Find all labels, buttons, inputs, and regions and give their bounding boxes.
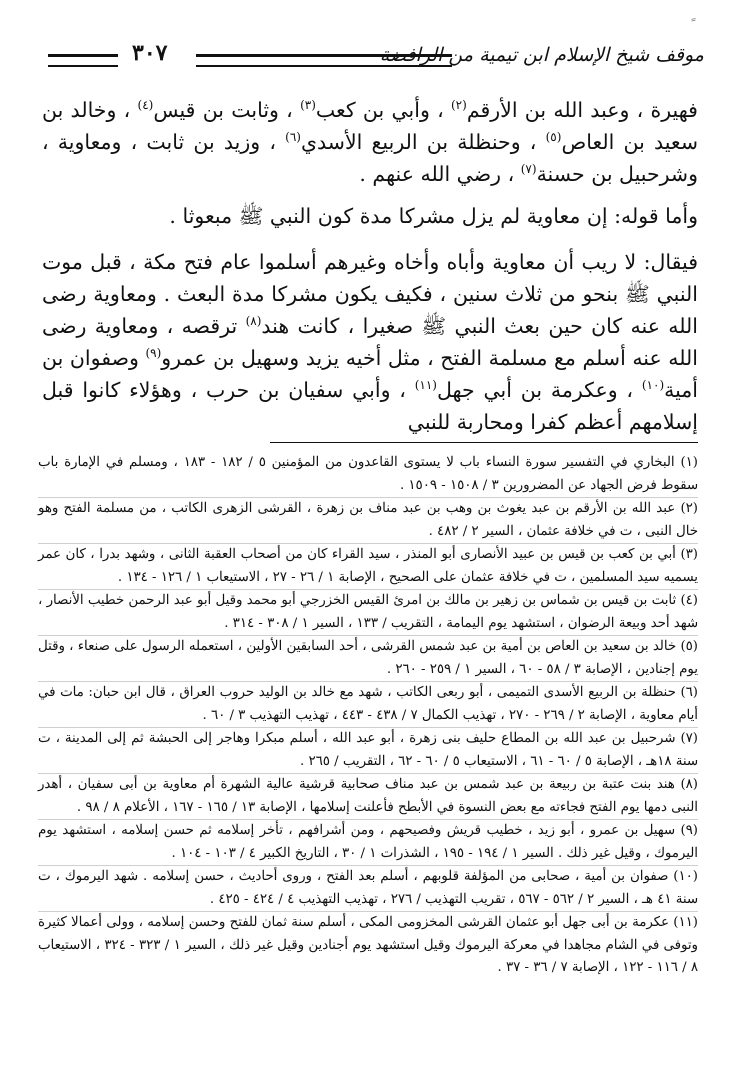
footnote-ref: (٤) (137, 98, 154, 113)
footnote-8: (٨) هند بنت عتبة بن ربيعة بن عبد شمس بن عبد مناف صحابية قرشية عالية الشهرة أم معاوية بن أبى سفيان ، أهدر النبى دمها يوم الفتح فجاءته مع بعض النسوة في الأبطح فأعلنت إسلامها ، الإصابة ١٣ / ١٦٥ - ١٦٧ ، الأعلام ٨ / ٩٨ . (38, 774, 698, 820)
text-span: ، رضي الله عنهم . (359, 162, 521, 186)
page-header (48, 40, 704, 80)
main-text (42, 94, 698, 438)
text-span: ، وعكرمة بن أبي جهل (436, 378, 642, 402)
running-title: موقف شيخ الإسلام ابن تيمية من الرافضة (379, 44, 704, 66)
footnote-ref: (٧) (520, 162, 537, 177)
footnote-1: (١) البخاري في التفسير سورة النساء باب لا يستوى القاعدون من المؤمنين ٥ / ١٨٢ - ١٨٣ ، ومسلم في الإمارة باب سقوط فرض الجهاد عن المضرورين ٣ / ١٥٠٨ - ١٥٠٩ . (38, 452, 698, 498)
footnote-6: (٦) حنظلة بن الربيع الأسدى التميمى ، أبو ربعى الكاتب ، شهد مع خالد بن الوليد حروب العراق ، قال ابن حبان: مات في أيام معاوية ، الإصابة ٢ / ٢٦٩ - ٢٧٠ ، تهذيب الكمال ٧ / ٤٣٨ - ٤٤٣ ، تهذيب التهذيب ٣ / ٦٠ . (38, 682, 698, 728)
footnote-ref: (٥) (545, 130, 562, 145)
footnote-7: (٧) شرحبيل بن عبد الله بن المطاع حليف بنى زهرة ، أبو عبد الله ، أسلم مبكرا وهاجر إلى الحبشة ثم إلى المدينة ، ت سنة ١٨هـ ، الإصابة ٥ / ٦٠ - ٦١ ، الاستيعاب ٥ / ٦٠ - ٦٢ ، التقريب / ٢٦٥ . (38, 728, 698, 774)
footnote-ref: (٢) (450, 98, 467, 113)
header-rule-left (48, 54, 118, 67)
text-span: ترقصه ، ومعاوية رضى الله عنه أسلم مع مسلمة الفتح ، مثل أخيه يزيد وسهيل بن عمرو (42, 314, 698, 370)
footnote-9: (٩) سهيل بن عمرو ، أبو زيد ، خطيب قريش وفصيحهم ، ومن أشرافهم ، تأخر إسلامه ثم حسن إسلامه ، استشهد يوم اليرموك ، وقيل غير ذلك . السير ١ / ١٩٤ - ١٩٥ ، الشذرات ١ / ٣٠ ، التاريخ الكبير ٤ / ١٠٣ - ١٠٤ . (38, 820, 698, 866)
footnote-ref: (١١) (414, 378, 437, 393)
footnote-3: (٣) أبي بن كعب بن قيس بن عبيد الأنصارى أبو المنذر ، سيد القراء كان من أصحاب العقبة الثانى ، وشهد بدرا ، كان عمر يسميه سيد المسلمين ، ت في خلافة عثمان على الصحيح ، الإصابة ١ / ٢٦ - ٢٧ ، الاستيعاب ١ / ١٢٦ - ١٣٤ . (38, 544, 698, 590)
paragraph-3 (42, 246, 698, 438)
footnote-2: (٢) عبد الله بن الأرقم بن عبد يغوث بن وهب بن عبد مناف بن زهرة ، القرشى الزهرى الكاتب ، من مسلمة الفتح وهو خال النبى ، ت في خلافة عثمان ، السير ٢ / ٤٨٢ . (38, 498, 698, 544)
text-span: ، وثابت بن قيس (153, 98, 301, 122)
paragraph-1 (42, 94, 698, 190)
text-span: ، وزيد بن ثابت ، ومعاوية ، وشرحبيل بن حسنة (42, 130, 698, 186)
footnotes (38, 452, 698, 980)
text-span: وصفوان بن أمية (42, 346, 698, 402)
footnote-11: (١١) عكرمة بن أبى جهل أبو عثمان القرشى المخزومى المكى ، أسلم سنة ثمان للفتح وحسن إسلامه ، وولى أعمالا كثيرة وتوفى في الشام مجاهدا في معركة اليرموك وقيل استشهد يوم أجنادين وقيل غير ذلك ، السير ١ / ٣٢٣ - ٣٢٤ ، الاستيعاب ٨ / ١١٦ - ١٢٢ ، الإصابة ٧ / ٣٦ - ٣٧ . (38, 915, 698, 975)
text-span: ، وأبي سفيان بن حرب ، وهؤلاء كانوا قبل إسلامهم أعظم كفرا ومحاربة للنبي (42, 378, 698, 434)
footnote-4: (٤) ثابت بن قيس بن شماس بن زهير بن مالك بن امرئ القيس الخزرجي أبو محمد وقيل أبو عبد الرحمن خطيب الأنصار ، شهد أحد وبيعة الرضوان ، استشهد يوم اليمامة ، التقريب / ١٣٣ ، السير ١ / ٣٠٨ - ٣١٤ . (38, 590, 698, 636)
footnote-ref: (١٠) (641, 378, 665, 393)
paragraph-2: وأما قوله: إن معاوية لم يزل مشركا مدة كون النبي ﷺ مبعوثا . (169, 204, 698, 228)
header-rule (196, 54, 452, 67)
footnote-ref: (٩) (145, 346, 162, 361)
page-number: ٣٠٧ (132, 40, 168, 66)
text-span: ، وخالد بن سعيد بن العاص (42, 98, 698, 154)
footnote-ref: (٨) (245, 314, 262, 329)
text-span: ، وحنظلة بن الربيع الأسدي (300, 130, 546, 154)
footnote-ref: (٦) (285, 130, 301, 145)
text-span: فيقال: لا ريب أن معاوية وأباه وأخاه وغيرهم أسلموا عام فتح مكة ، قبل موت النبي ﷺ بنحو من ثلاث سنين ، فكيف يكون مشركا مدة البعث . ومعاوية رضى الله عنه كان حين بعث النبي ﷺ صغيرا ، كانت هند (42, 250, 698, 338)
text-span: ، وأبي بن كعب (315, 98, 451, 122)
footnote-10: (١٠) صفوان بن أمية ، صحابى من المؤلفة قلوبهم ، أسلم بعد الفتح ، وروى أحاديث ، حسن إسلامه . شهد اليرموك ، ت سنة ٤١ هـ ، السير ٢ / ٥٦٢ - ٥٦٧ ، تقريب التهذيب / ٢٧٦ ، تهذيب التهذيب ٤ / ٤٢٤ - ٤٢٥ . (38, 866, 698, 912)
footnote-ref: (٣) (300, 98, 316, 113)
text-span: فهيرة ، وعبد الله بن الأرقم (466, 98, 698, 122)
footnote-divider (270, 442, 698, 443)
footnote-5: (٥) خالد بن سعيد بن العاص بن أمية بن عبد شمس القرشى ، أحد السابقين الأولين ، استعمله الرسول على صنعاء ، وقتل يوم إجنادين ، الإصابة ٣ / ٥٨ - ٦٠ ، السير ١ / ٢٥٩ - ٢٦٠ . (38, 636, 698, 682)
